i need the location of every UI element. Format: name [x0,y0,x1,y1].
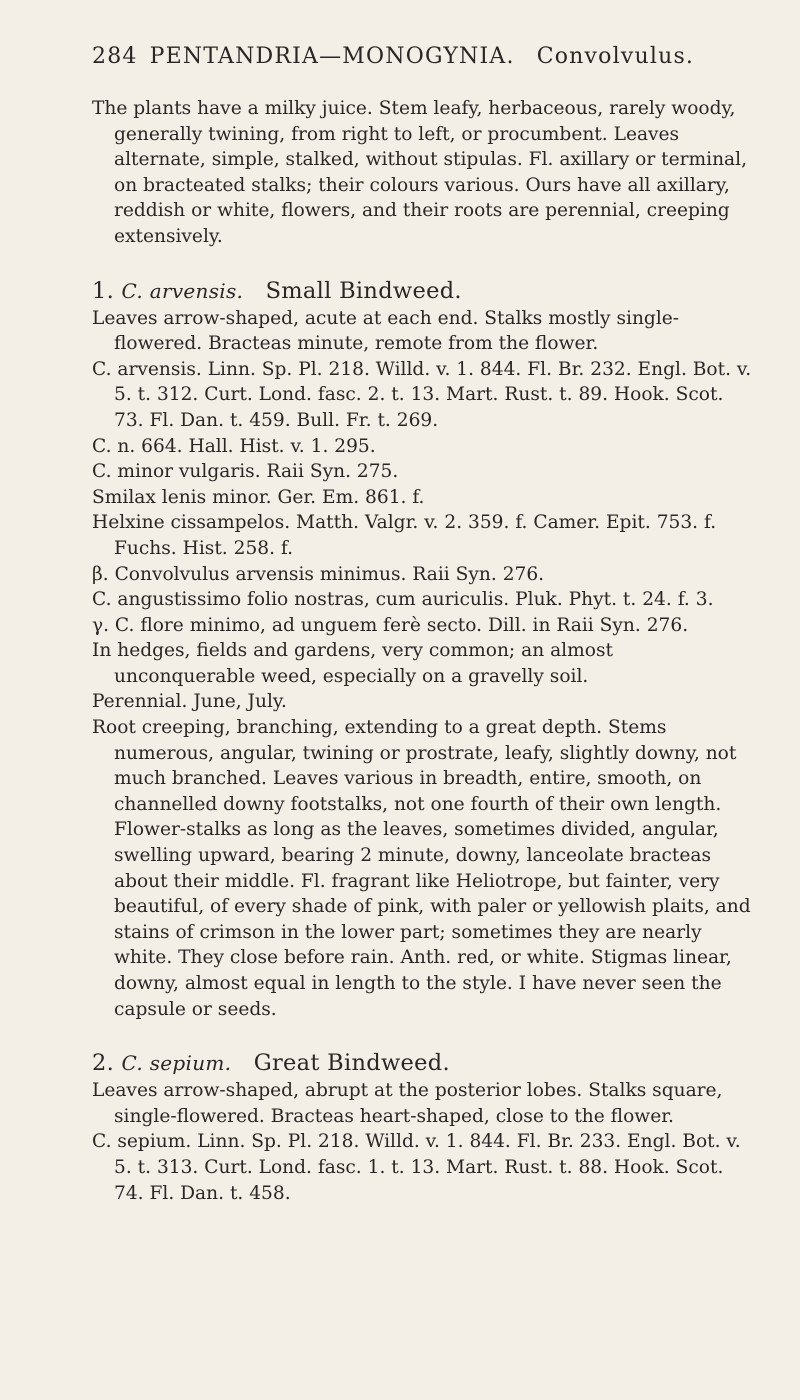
species-diagnosis: Leaves arrow-shaped, acute at each end. Stalks mostly single-flowered. Bracteas minute, remote from the flower. [92,307,680,355]
synonym-entry: γ. C. flore minimo, ad unguem ferè secto. Dill. in Raii Syn. 276. [92,614,689,636]
species-number: 2. [92,1050,115,1077]
synonym-entry: Helxine cissampelos. Matth. Valgr. v. 2. 359. f. Camer. Epit. 753. f. Fuchs. Hist. 258. f. [92,512,717,559]
species-heading [92,276,756,306]
page-body [92,96,756,1206]
genus-intro: The plants have a milky juice. Stem leafy, herbaceous, rarely woody, generally twining, from right to left, or procumbent. Leaves alternate, simple, stalked, without stipulas. Fl. axillary or terminal, on bracteated stalks; their colours various. Ours have all axillary, reddish or white, flowers, and their roots are perennial, creeping extensively. [92,98,748,247]
species-common-name: Great Bindweed. [253,1050,450,1077]
header-title: PENTANDRIA—MONOGYNIA. [149,44,515,69]
species-description: Root creeping, branching, extending to a great depth. Stems numerous, angular, twining or prostrate, leafy, slightly downy, not much branched. Leaves various in breadth, entire, smooth, on channelled downy footstalks, not one fourth of their own length. Flower-stalks as long as the leaves, sometimes divided, angular, swelling upward, bearing 2 minute, downy, lanceolate bracteas about their middle. Fl. fragrant like Heliotrope, but fainter, very beautiful, of every shade of pink, with paler or yellowish plaits, and stains of crimson in the lower part; sometimes they are nearly white. They close before rain. Anth. red, or white. Stigmas linear, downy, almost equal in length to the style. I have never seen the capsule or seeds. [92,717,751,1020]
synonym-entry: C. minor vulgaris. Raii Syn. 275. [92,461,399,483]
species-name: C. arvensis. [121,278,244,303]
synonym-entry: C. sepium. Linn. Sp. Pl. 218. Willd. v. 1. 844. Fl. Br. 233. Engl. Bot. v. 5. t. 313. Curt. Lond. fasc. 1. t. 13. Mart. Rust. t. 88. Hook. Scot. 74. Fl. Dan. t. 458. [92,1131,741,1204]
synonym-entry: C. angustissimo folio nostras, cum auriculis. Pluk. Phyt. t. 24. f. 3. [92,589,714,611]
running-header [92,44,732,69]
species-duration: Perennial. June, July. [92,691,287,713]
header-genus: Convolvulus. [536,44,695,69]
species-diagnosis: Leaves arrow-shaped, abrupt at the posterior lobes. Stalks square, single-flowered. Bracteas heart-shaped, close to the flower. [92,1080,723,1127]
species-number: 1. [92,277,115,304]
species-common-name: Small Bindweed. [265,277,462,304]
species-name: C. sepium. [121,1051,232,1076]
page-number: 284 [92,44,138,69]
species-habitat: In hedges, fields and gardens, very common; an almost unconquerable weed, especially on a gravelly soil. [92,640,613,687]
species-heading [92,1048,756,1078]
synonym-entry: C. arvensis. Linn. Sp. Pl. 218. Willd. v. 1. 844. Fl. Br. 232. Engl. Bot. v. 5. t. 312. Curt. Lond. fasc. 2. t. 13. Mart. Rust. t. 89. Hook. Scot. 73. Fl. Dan. t. 459. Bull. Fr. t. 269. [92,358,752,431]
synonym-entry: Smilax lenis minor. Ger. Em. 861. f. [92,486,425,508]
synonym-entry: C. n. 664. Hall. Hist. v. 1. 295. [92,435,376,457]
synonym-entry: β. Convolvulus arvensis minimus. Raii Syn. 276. [92,563,545,585]
